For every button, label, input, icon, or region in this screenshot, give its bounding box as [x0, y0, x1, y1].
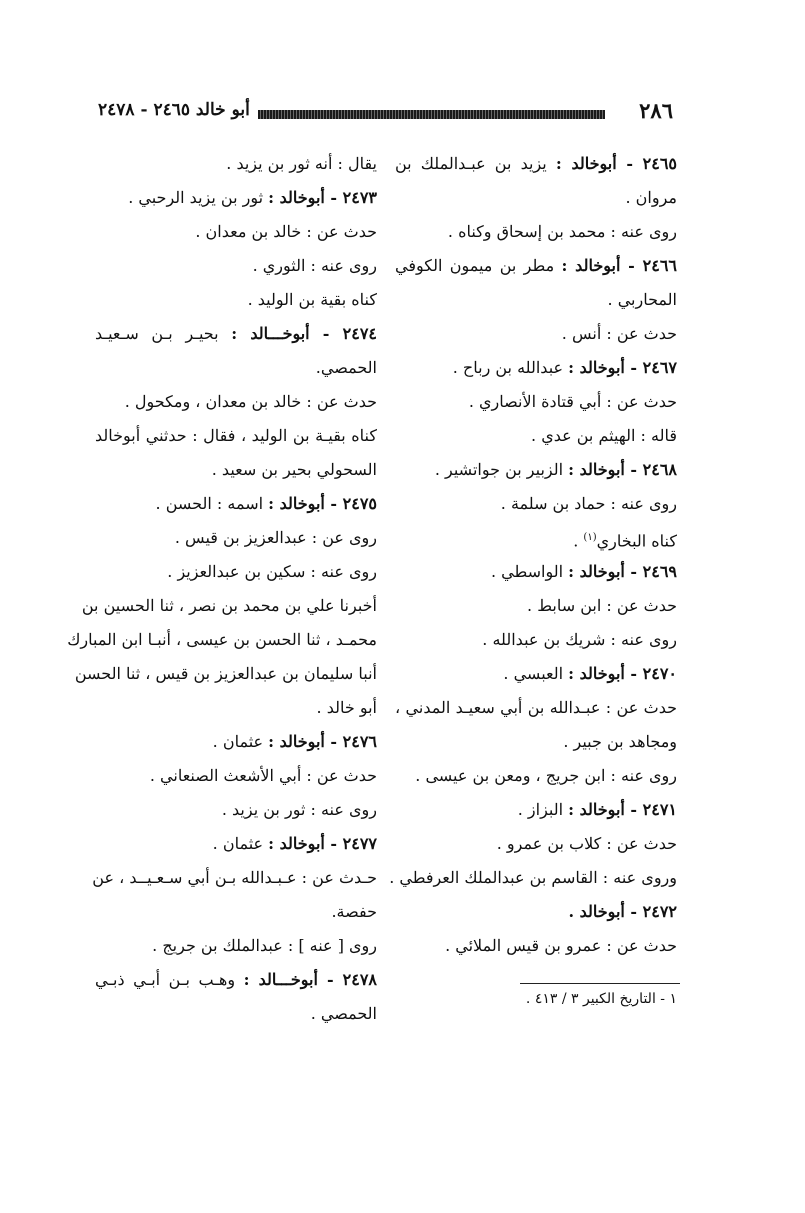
text-line [395, 725, 677, 759]
line-text: حدث عن : عبـدالله بن أبي سعيـد المدني ، [395, 698, 677, 717]
text-line [95, 487, 377, 521]
running-header [98, 96, 673, 130]
line-text: وروى عنه : القاسم بن عبدالملك العرفطي . [389, 868, 677, 887]
text-line [95, 895, 377, 929]
footnote-rule [520, 983, 680, 984]
text-line [95, 317, 377, 351]
text-line [395, 759, 677, 793]
line-text: يقال : أنه ثور بن يزيد . [226, 154, 377, 173]
line-text: حدث عن : ابن سابط . [527, 596, 677, 615]
line-text: روى عنه : حماد بن سلمة . [500, 494, 677, 513]
line-text: أنبا سليمان بن عبدالعزيز بن قيس ، ثنا الحسن [74, 664, 377, 683]
text-line [95, 385, 377, 419]
line-text: يزيد بن عبـدالملك بن [395, 154, 556, 173]
line-text: الواسطي . [491, 562, 569, 581]
line-text: كناه بقيـة بن الوليد ، فقال : حدثني أبوخالد [95, 426, 377, 445]
line-text: روى عنه : الثوري . [252, 256, 377, 275]
text-line [95, 827, 377, 861]
line-text: كناه البخاري [596, 531, 677, 551]
line-text: ومجاهد بن جبير . [563, 732, 677, 751]
text-line [395, 283, 677, 317]
text-line [395, 657, 677, 691]
footnote: ١ - التاريخ الكبير ٣ / ٤١٣ . [525, 991, 677, 1007]
line-text: روى عنه : سكين بن عبدالعزيز . [167, 562, 377, 581]
entry-heading: ٢٤٦٩ - أبوخالد : [568, 562, 677, 581]
text-line [81, 589, 377, 623]
line-text: أخبرنا علي بن محمد بن نصر ، ثنا الحسين بن [81, 596, 377, 615]
line-text: روى عنه : ثور بن يزيد . [221, 800, 377, 819]
line-text: اسمه : الحسن . [155, 494, 269, 513]
text-line [395, 487, 677, 521]
text-line [395, 793, 677, 827]
line-text: حدث عن : خالد بن معدان ، ومكحول . [124, 392, 377, 411]
line-text: روى عنه : محمد بن إسحاق وكناه . [447, 222, 677, 241]
text-line [95, 215, 377, 249]
text-line [95, 419, 377, 453]
page-number: ٢٨٦ [639, 98, 673, 123]
line-text: روى عنه : ابن جريج ، ومعن بن عيسى . [415, 766, 677, 785]
text-line [74, 657, 377, 691]
entry-heading: ٢٤٧٢ - أبوخالد . [568, 902, 677, 921]
line-text: حدث عن : أنس . [561, 324, 677, 343]
line-text: ثور بن يزيد الرحبي . [128, 188, 269, 207]
entry-heading: ٢٤٦٧ - أبوخالد : [568, 358, 677, 377]
entry-heading: ٢٤٧٣ - أبوخالد : [268, 188, 377, 207]
left-column [67, 147, 378, 1031]
text-line [95, 555, 377, 589]
entry-heading: ٢٤٧٥ - أبوخالد : [268, 494, 377, 513]
line-text: حـدث عن : عـبـدالله بـن أبي سـعـيــد ، عن [92, 868, 377, 887]
line-text: عثمان . [212, 732, 269, 751]
entry-heading: ٢٤٦٨ - أبوخالد : [568, 460, 677, 479]
text-line [395, 827, 677, 861]
entry-heading: ٢٤٦٥ - أبوخالد : [555, 154, 677, 173]
text-line [95, 453, 377, 487]
text-line [395, 691, 677, 725]
line-text: البزاز . [517, 800, 569, 819]
text-line [395, 181, 677, 215]
header-rule [258, 110, 605, 119]
line-text: قاله : الهيثم بن عدي . [531, 426, 677, 445]
line-text: حدث عن : أبي الأشعث الصنعاني . [149, 766, 377, 785]
line-text: روى عنه : شريك بن عبدالله . [482, 630, 677, 649]
text-line [95, 963, 377, 997]
line-text: عثمان . [212, 834, 269, 853]
text-line [95, 181, 377, 215]
text-line [395, 589, 677, 623]
right-column [389, 147, 677, 963]
text-line [95, 725, 377, 759]
line-text: وهـب بـن أبـي ذبـي [95, 970, 244, 989]
text-line [95, 691, 377, 725]
text-line [95, 997, 377, 1031]
line-text: الزبير بن جواتشير . [434, 460, 569, 479]
line-text: روى [ عنه ] : عبدالملك بن جريج . [152, 936, 377, 955]
text-line [395, 895, 677, 929]
text-line [395, 317, 677, 351]
header-title: أبو خالد ٢٤٦٥ - ٢٤٧٨ [98, 100, 250, 120]
text-line [95, 283, 377, 317]
line-tail: . [573, 531, 584, 551]
text-line [95, 793, 377, 827]
text-line [395, 385, 677, 419]
text-line [95, 759, 377, 793]
text-line [67, 623, 377, 657]
text-line [95, 929, 377, 963]
line-text: بحيـر بـن سـعيـد [95, 324, 232, 343]
entry-heading: ٢٤٧٠ - أبوخالد : [568, 664, 677, 683]
text-line [395, 555, 677, 589]
text-line [95, 351, 377, 385]
text-line [395, 147, 677, 181]
line-text: عبدالله بن رباح . [452, 358, 569, 377]
entry-heading: ٢٤٧٧ - أبوخالد : [268, 834, 377, 853]
line-text: السحولي بحير بن سعيد . [211, 460, 377, 479]
line-text: الحمصي . [310, 1004, 377, 1023]
line-text: العبسي . [503, 664, 569, 683]
line-text: حدث عن : عمرو بن قيس الملائي . [445, 936, 677, 955]
text-line [389, 861, 677, 895]
footnote-marker: (١) [583, 532, 597, 543]
entry-heading: ٢٤٧٦ - أبوخالد : [268, 732, 377, 751]
line-text: كناه بقية بن الوليد . [247, 290, 377, 309]
entry-heading: ٢٤٧١ - أبوخالد : [568, 800, 677, 819]
line-text: المحاربي . [607, 290, 677, 309]
text-line [395, 929, 677, 963]
line-text: مطر بن ميمون الكوفي [395, 256, 562, 275]
text-line [95, 147, 377, 181]
text-line [395, 453, 677, 487]
line-text: مروان . [625, 188, 677, 207]
line-text: أبو خالد . [316, 698, 377, 717]
text-line [395, 419, 677, 453]
line-text: محمـد ، ثنا الحسن بن عيسى ، أنبـا ابن المبارك [67, 630, 377, 649]
text-line [395, 351, 677, 385]
line-text: روى عن : عبدالعزيز بن قيس . [174, 528, 377, 547]
entry-heading: ٢٤٦٦ - أبوخالد : [561, 256, 677, 275]
entry-heading: ٢٤٧٤ - أبوخـــالد : [231, 324, 377, 343]
text-line [395, 249, 677, 283]
line-text: الحمصي. [315, 358, 377, 377]
text-line [395, 623, 677, 657]
entry-heading: ٢٤٧٨ - أبوخـــالد : [243, 970, 378, 989]
line-text: حدث عن : كلاب بن عمرو . [496, 834, 677, 853]
text-line [92, 861, 377, 895]
line-text: حدث عن : خالد بن معدان . [195, 222, 377, 241]
line-text: حدث عن : أبي قتادة الأنصاري . [468, 392, 677, 411]
line-text: حفصة. [331, 902, 377, 921]
text-line [395, 215, 677, 249]
text-line [95, 521, 377, 555]
text-line [95, 249, 377, 283]
text-line [395, 521, 677, 555]
